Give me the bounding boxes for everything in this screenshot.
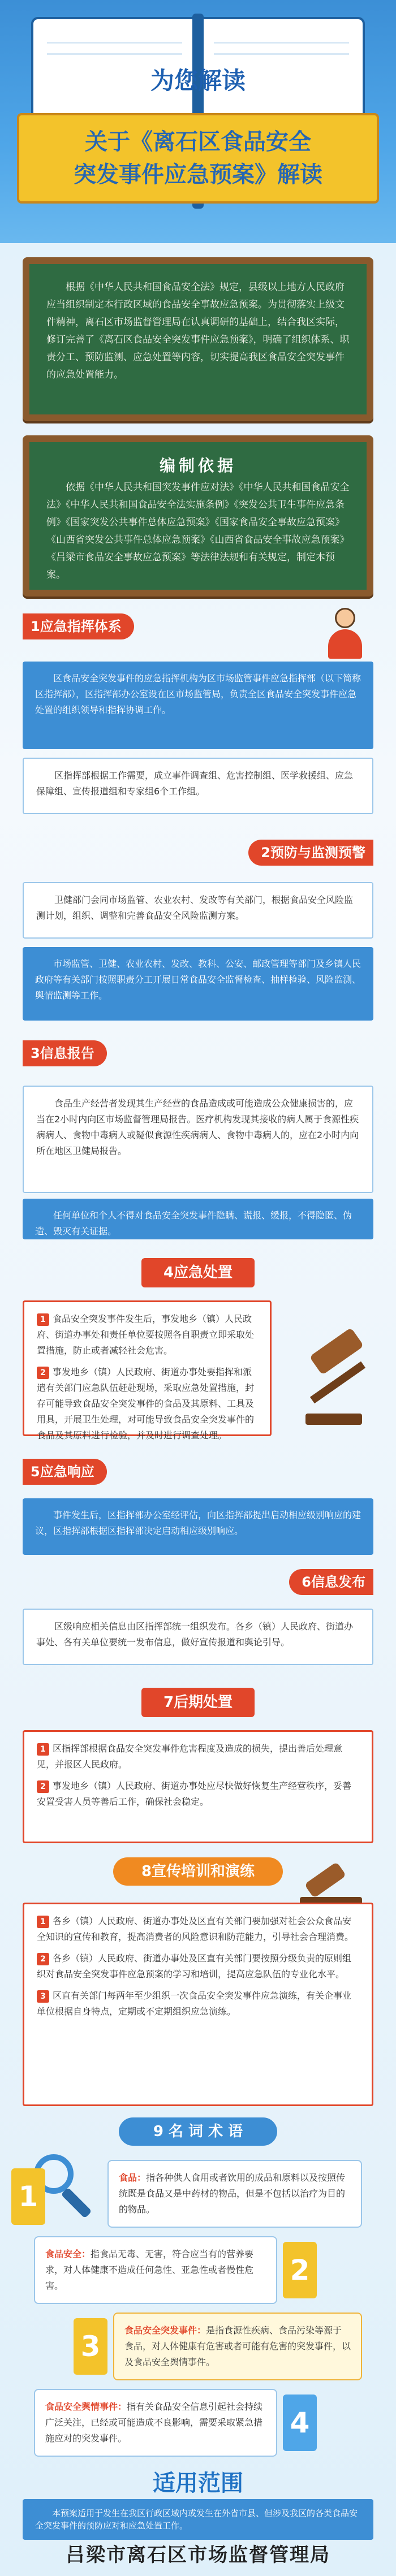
list-item: 1 区指挥部根据食品安全突发事件危害程度及造成的损失，提出善后处理意见，并报区人民政府。	[37, 1743, 343, 1770]
section-3-header: 3信息报告	[23, 1040, 107, 1066]
section-3-paragraph-2: 任何单位和个人不得对食品安全突发事件隐瞒、谎报、缓报，不得隐匿、伪造、毁灭有关证据。	[23, 1199, 373, 1239]
section-5-paragraph: 事件发生后，区指挥部办公室经评估，向区指挥部提出启动相应级别响应的建议，区指挥部根据区指挥部决定启动相应级别响应。	[23, 1498, 373, 1555]
term-food-safety	[34, 2236, 277, 2304]
section-5-header: 5应急响应	[23, 1459, 107, 1485]
page-title: 为您解读	[150, 67, 246, 94]
term-food-def: 指各种供人食用或者饮用的成品和原料以及按照传统既是食品又是中药材的物品，但是不包括以治疗为目的的物品。	[119, 2172, 346, 2215]
section-6-header: 6信息发布	[289, 1569, 373, 1595]
term-food-safety-key: 食品安全：	[45, 2249, 91, 2259]
section-7-list	[23, 1730, 373, 1843]
section-1-header: 1应急指挥体系	[23, 613, 134, 639]
footer-organization: 吕梁市离石区市场监督管理局	[66, 2544, 330, 2566]
list-item: 2 各乡（镇）人民政府、街道办事处及区直有关部门要按照分级负责的原则组织对食品安全突发事件应急预案的学习和培训，提高应急队伍的专业化水平。	[37, 1953, 352, 1979]
list-item: 1 各乡（镇）人民政府、街道办事处及区直有关部门要加强对社会公众食品安全知识的宣传和教育，提高消费者的风险意识和防范能力，引导社会合理消费。	[37, 1916, 354, 1942]
basis-title: 编制依据	[159, 456, 236, 475]
section-4-item-2-text: 事发地乡（镇）人民政府、街道办事处要指挥和派遣有关部门应急队伍赶赴现场，采取应急处置措施，封存可能导致食品安全突发事件的食品及其原料、工具及用具，开展卫生处理，对可能导致食品安全突发事件的食品及其原料进行检验，并及时进行调查处理。	[37, 1367, 255, 1441]
subtitle-banner	[17, 113, 379, 204]
term-food	[107, 2160, 362, 2228]
section-8-item-1-text: 各乡（镇）人民政府、街道办事处及区直有关部门要加强对社会公众食品安全知识的宣传和教育，提高消费者的风险意识和防范能力，引导社会合理消费。	[37, 1916, 354, 1942]
section-6-paragraph: 区级响应相关信息由区指挥部统一组织发布。各乡（镇）人民政府、街道办事处、各有关单位要统一发布信息，做好宣传报道和舆论引导。	[23, 1609, 373, 1665]
term-food-safety-def: 指食品无毒、无害，符合应当有的营养要求，对人体健康不造成任何急性、亚急性或者慢性危害。	[45, 2249, 254, 2291]
section-1-paragraph-2: 区指挥部根据工作需要，成立事件调查组、危害控制组、医学救援组、应急保障组、宣传报道组和专家组6个工作组。	[23, 758, 373, 814]
term-emergency	[113, 2313, 362, 2380]
section-8-item-2-text: 各乡（镇）人民政府、街道办事处及区直有关部门要按照分级负责的原则组织对食品安全突发事件应急预案的学习和培训，提高应急队伍的专业化水平。	[37, 1953, 352, 1979]
term-food-key: 食品：	[119, 2172, 147, 2183]
section-7-item-1-text: 区指挥部根据食品安全突发事件危害程度及造成的损失，提出善后处理意见，并报区人民政府。	[37, 1743, 343, 1770]
list-item: 1 食品安全突发事件发生后，事发地乡（镇）人民政府、街道办事处和责任单位要按照各自职责立即采取处置措施，防止或者减轻社会危害。	[37, 1313, 255, 1356]
section-7-item-2-text: 事发地乡（镇）人民政府、街道办事处应尽快做好恢复生产经营秩序，妥善安置受害人员等善后工作，确保社会稳定。	[37, 1780, 352, 1807]
list-item: 2 事发地乡（镇）人民政府、街道办事处应尽快做好恢复生产经营秩序，妥善安置受害人员等善后工作，确保社会稳定。	[37, 1780, 352, 1807]
list-item: 2 事发地乡（镇）人民政府、街道办事处要指挥和派遣有关部门应急队伍赶赴现场，采取应急处置措施，封存可能导致食品安全突发事件的食品及其原料、工具及用具，开展卫生处理，对可能导致食品安全突发事件的食品及其原料进行检验，并及时进行调查处理。	[37, 1367, 255, 1441]
intro-blackboard	[23, 257, 373, 421]
basis-blackboard	[23, 435, 373, 597]
section-3-paragraph-1: 食品生产经营者发现其生产经营的食品造成或可能造成公众健康损害的，应当在2小时内向区市场监督管理局报告。医疗机构发现其接收的病人属于食源性疾病病人、食物中毒病人或疑似食源性疾病病人、食物中毒病人的，应在2小时内向所在地区卫健局报告。	[23, 1086, 373, 1193]
term-number-1: 1	[11, 2168, 45, 2225]
basis-text: 依据《中华人民共和国突发事件应对法》《中华人民共和国食品安全法》《中华人民共和国食品安全法实施条例》《突发公共卫生事件应急条例》《国家突发公共事件总体应急预案》《国家食品安全事故应急预案》《山西省突发公共事件总体应急预案》《山西省食品安全事故应急预案》《吕梁市食品安全事故应急预案》等法律法规和有关规定，制定本预案。	[46, 482, 350, 581]
subtitle-line-2: 突发事件应急预案》解读	[74, 162, 322, 188]
scope-text: 本预案适用于发生在我区行政区域内或发生在外省市县、但涉及我区的各类食品安全突发事件的预防应对和应急处置工作。	[23, 2499, 373, 2540]
subtitle-line-1: 关于《离石区食品安全	[85, 129, 311, 155]
term-opinion-def: 指有关食品安全信息引起社会持续广泛关注，已经或可能造成不良影响，需要采取紧急措施应对的突发事件。	[45, 2401, 263, 2444]
hero-header	[0, 0, 396, 243]
intro-text: 根据《中华人民共和国食品安全法》规定，县级以上地方人民政府应当组织制定本行政区域的食品安全事故应急预案。为贯彻落实上级文件精神，离石区市场监督管理局在认真调研的基础上，结合我区实际，修订完善了《离石区食品安全突发事件应急预案》，明确了组织体系、职责分工、预防监测、应急处置等内容，切实提高我区食品安全突发事件的应急处置能力。	[46, 282, 350, 381]
scope-title: 适用范围	[153, 2470, 243, 2496]
term-emergency-key: 食品安全突发事件：	[124, 2325, 206, 2336]
section-7-header: 7后期处置	[141, 1688, 255, 1717]
term-opinion	[34, 2389, 277, 2457]
section-4-item-1-text: 食品安全突发事件发生后，事发地乡（镇）人民政府、街道办事处和责任单位要按照各自职责立即采取处置措施，防止或者减轻社会危害。	[37, 1313, 255, 1356]
list-item: 3 区直有关部门每两年至少组织一次食品安全突发事件应急演练，有关企事业单位根据自身特点，定期或不定期组织应急演练。	[37, 1990, 352, 2017]
section-2-header: 2预防与监测预警	[248, 840, 373, 866]
term-opinion-key: 食品安全舆情事件：	[45, 2401, 127, 2412]
section-8-item-3-text: 区直有关部门每两年至少组织一次食品安全突发事件应急演练，有关企事业单位根据自身特点，定期或不定期组织应急演练。	[37, 1990, 352, 2017]
section-1-paragraph-1: 区食品安全突发事件的应急指挥机构为区市场监管事件应急指挥部（以下简称区指挥部），区指挥部办公室设在区市场监管局，负责全区食品安全突发事件应急处置的组织领导和指挥协调工作。	[23, 662, 373, 749]
section-8-header: 8宣传培训和演练	[113, 1857, 283, 1886]
section-9-header: 9 名 词 术 语	[119, 2117, 277, 2146]
term-emergency-def: 是指食源性疾病、食品污染等源于食品，对人体健康有危害或者可能有危害的突发事件，以及食品安全舆情事件。	[124, 2325, 351, 2367]
term-number-3: 3	[74, 2318, 107, 2375]
gavel-icon	[294, 1317, 373, 1430]
section-8-list	[23, 1903, 373, 2106]
section-4-header: 4应急处置	[141, 1258, 255, 1287]
term-number-4: 4	[283, 2395, 317, 2451]
section-2-paragraph-2: 市场监管、卫健、农业农村、发改、教科、公安、邮政管理等部门及乡镇人民政府等有关部门按照职责分工开展日常食品安全监督检查、抽样检验、风险监测、舆情监测等工作。	[23, 947, 373, 1021]
term-number-2: 2	[283, 2242, 317, 2298]
section-4-list	[23, 1300, 272, 1441]
section-2-paragraph-1: 卫健部门会同市场监管、农业农村、发改等有关部门，根据食品安全风险监测计划，组织、调整和完善食品安全风险监测方案。	[23, 882, 373, 939]
person-icon	[325, 608, 365, 659]
